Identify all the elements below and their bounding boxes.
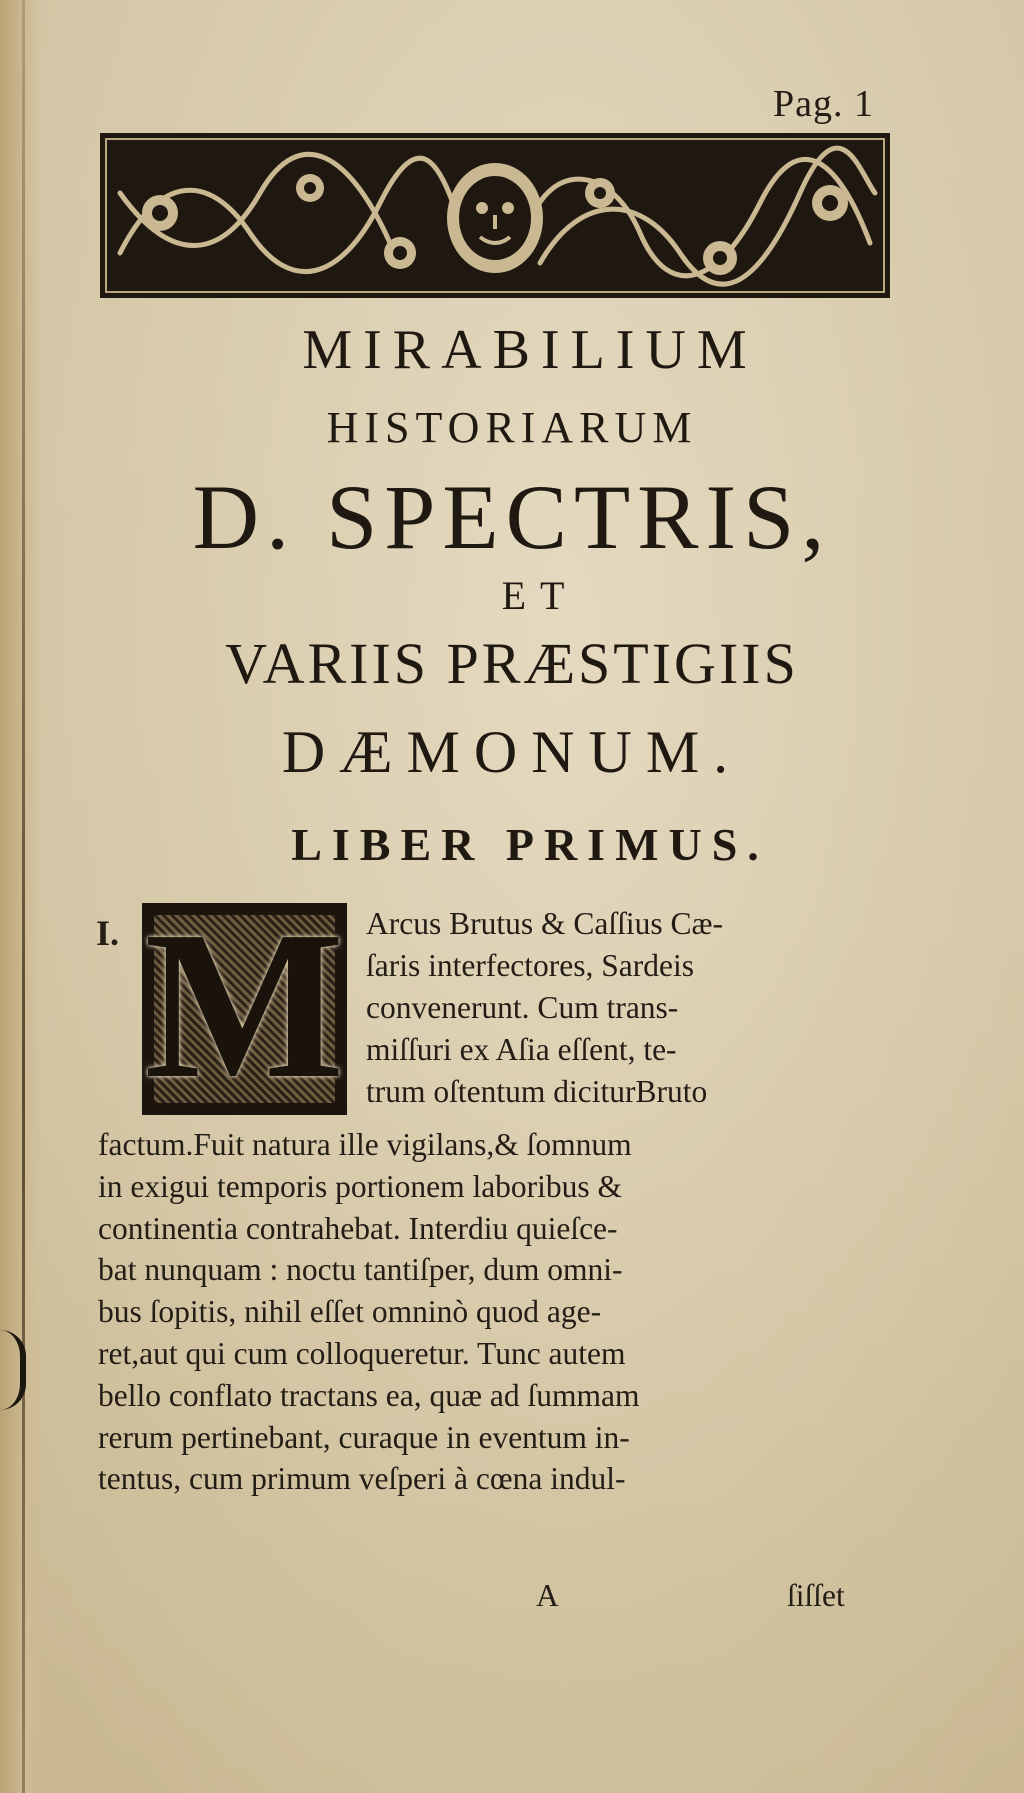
text-line: bello conflato tractans ea, quæ ad ſummam (98, 1377, 640, 1413)
page-edge-stain (0, 0, 42, 1793)
section-number: I. (96, 913, 120, 953)
decorated-initial (142, 887, 347, 1122)
title-line-2: HISTORIARUM (326, 403, 698, 452)
text-line: bus ſopitis, nihil eſſet omninò quod age- (98, 1294, 602, 1330)
text-line: rerum pertinebant, curaque in eventum in- (98, 1419, 630, 1455)
text-line: bat nunquam : noctu tantiſper, dum omni- (98, 1252, 623, 1288)
title-line-5: VARIIS PRÆSTIGIIS (225, 631, 799, 696)
text-line: factum.Fuit natura ille vigilans,& ſomnum (98, 1127, 632, 1162)
text-line: ret,aut qui cum colloqueretur. Tunc autem (98, 1335, 626, 1371)
body-paragraph (98, 1124, 878, 1500)
initial-letter: M (144, 887, 345, 1122)
page-number: Pag. 1 (773, 83, 874, 125)
title-line-1: MIRABILIUM (302, 319, 758, 381)
text-line: Arcus Brutus & Caſſius Cæ- (366, 906, 724, 941)
binding-gutter (22, 0, 25, 1793)
signature-mark: A (536, 1578, 559, 1613)
book-heading: LIBER PRIMUS. (291, 819, 769, 870)
title-line-4: ET (501, 573, 579, 618)
text-line: convenerunt. Cum trans- (366, 990, 679, 1025)
text-beside-initial (366, 903, 866, 1113)
catchword: ſiſſet (787, 1578, 845, 1613)
text-line: ſaris interfectores, Sardeis (366, 948, 694, 983)
title-line-3: D. SPECTRIS, (192, 466, 832, 568)
text-line: miſſuri ex Aſia eſſent, te- (366, 1032, 677, 1067)
text-line: trum oſtentum diciturBruto (366, 1074, 708, 1109)
headpiece-ornament (100, 133, 890, 298)
text-line: in exigui temporis portionem laboribus & (98, 1168, 623, 1204)
text-line: continentia contrahebat. Interdiu quieſce- (98, 1210, 618, 1246)
text-line: tentus, cum primum veſperi à cœna indul- (98, 1461, 626, 1497)
title-line-6: DÆMONUM. (281, 719, 743, 785)
